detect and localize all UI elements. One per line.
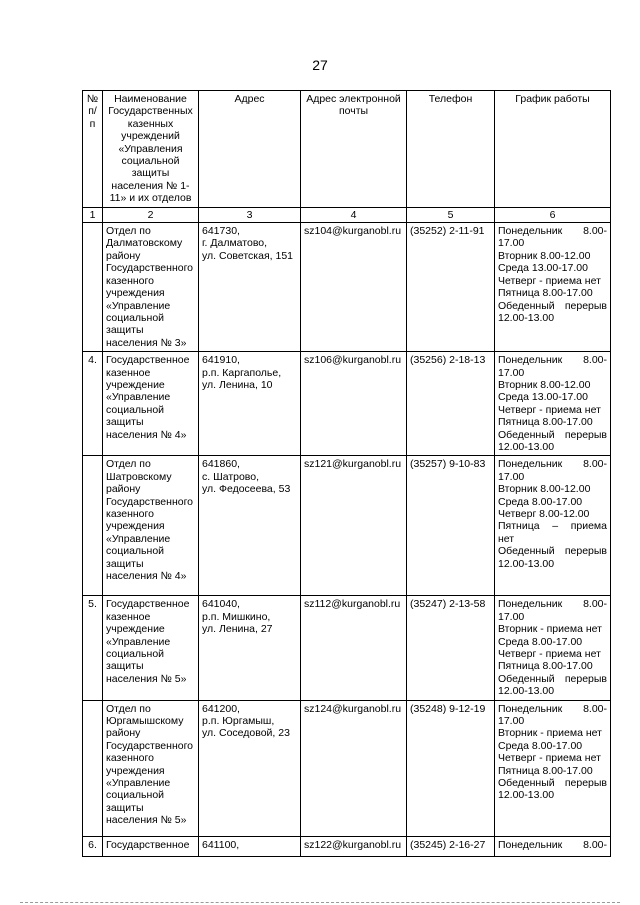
header-email: Адрес электронной почты — [301, 91, 407, 208]
row-index: 6. — [83, 836, 103, 856]
institution-email: sz106@kurganobl.ru — [301, 352, 407, 456]
work-schedule — [495, 352, 611, 456]
schedule-lunch-line: Обеденный перерыв — [498, 545, 607, 558]
column-number: 1 — [83, 207, 103, 222]
schedule-lunch-time: 12.00-13.00 — [498, 440, 555, 453]
row-index — [83, 223, 103, 352]
schedule-lunch-line: Обеденный перерыв — [498, 777, 607, 790]
work-schedule — [495, 596, 611, 700]
schedule-monday-line: Понедельник 8.00- — [498, 458, 607, 471]
institution-address: 641910, р.п. Каргаполье, ул. Ленина, 10 — [199, 352, 301, 456]
page-bottom-rule — [20, 902, 620, 903]
schedule-friday-line: Пятница – приема — [498, 520, 607, 533]
institution-phone: (35252) 2-11-91 — [407, 223, 495, 352]
column-number: 2 — [103, 207, 199, 222]
header-schedule: График работы — [495, 91, 611, 208]
table-row — [83, 352, 611, 456]
institution-email: sz104@kurganobl.ru — [301, 223, 407, 352]
header-phone: Телефон — [407, 91, 495, 208]
institution-email: sz112@kurganobl.ru — [301, 596, 407, 700]
institution-phone: (35256) 2-18-13 — [407, 352, 495, 456]
schedule-monday-line: Понедельник 8.00- — [498, 702, 607, 715]
schedule-lunch-time: 12.00-13.00 — [498, 557, 555, 570]
column-number: 5 — [407, 207, 495, 222]
table-row — [83, 456, 611, 596]
schedule-days: 17.00 Вторник - приема нет Среда 8.00-17.00 Четверг - приема нет Пятница 8.00-17.00 — [498, 715, 602, 777]
institution-phone: (35245) 2-16-27 — [407, 836, 495, 856]
table-row — [83, 223, 611, 352]
schedule-monday-line: Понедельник 8.00- — [498, 225, 607, 238]
institution-phone: (35257) 9-10-83 — [407, 456, 495, 596]
header-num: № п/п — [83, 91, 103, 208]
schedule-lunch-line: Обеденный перерыв — [498, 299, 607, 312]
schedule-days: 17.00 Вторник 8.00-12.00 Среда 13.00-17.00 Четверг - приема нет Пятница 8.00-17.00 — [498, 366, 601, 429]
row-index — [83, 456, 103, 596]
schedule-monday-line: Понедельник 8.00- — [498, 838, 607, 851]
work-schedule — [495, 223, 611, 352]
schedule-lunch-time: 12.00-13.00 — [498, 311, 555, 324]
table-header-row — [83, 91, 611, 208]
work-schedule — [495, 456, 611, 596]
work-schedule — [495, 700, 611, 836]
work-schedule — [495, 836, 611, 856]
institution-address: 641100, — [199, 836, 301, 856]
column-number: 4 — [301, 207, 407, 222]
institution-name: Государственное казенное учреждение «Управление социальной защиты населения № 4» — [103, 352, 199, 456]
institution-email: sz121@kurganobl.ru — [301, 456, 407, 596]
page-number: 27 — [312, 57, 328, 73]
institution-name: Государственное — [103, 836, 199, 856]
schedule-monday-line: Понедельник 8.00- — [498, 598, 607, 611]
schedule-friday-tail: нет — [498, 532, 515, 545]
row-index: 4. — [83, 352, 103, 456]
institution-name: Государственное казенное учреждение «Управление социальной защиты населения № 5» — [103, 596, 199, 700]
institution-address: 641730, г. Далматово, ул. Советская, 151 — [199, 223, 301, 352]
institution-address: 641040, р.п. Мишкино, ул. Ленина, 27 — [199, 596, 301, 700]
institution-email: sz122@kurganobl.ru — [301, 836, 407, 856]
schedule-lunch-line: Обеденный перерыв — [498, 428, 607, 441]
institution-name: Отдел по Шатровскому району Государственного казенного учреждения «Управление социальной защиты населения № 4» — [103, 456, 199, 596]
row-index: 5. — [83, 596, 103, 700]
schedule-days: 17.00 Вторник 8.00-12.00 Среда 13.00-17.00 Четверг - приема нет Пятница 8.00-17.00 — [498, 237, 601, 300]
column-number: 6 — [495, 207, 611, 222]
row-index — [83, 700, 103, 836]
institutions-table — [82, 90, 611, 857]
column-number: 3 — [199, 207, 301, 222]
column-number-row — [83, 207, 611, 222]
schedule-days: 17.00 Вторник - приема нет Среда 8.00-17.00 Четверг - приема нет Пятница 8.00-17.00 — [498, 610, 602, 673]
institution-address: 641860, с. Шатрово, ул. Федосеева, 53 — [199, 456, 301, 596]
schedule-lunch-line: Обеденный перерыв — [498, 672, 607, 685]
institution-email: sz124@kurganobl.ru — [301, 700, 407, 836]
institution-address: 641200, р.п. Юргамыш, ул. Соседовой, 23 — [199, 700, 301, 836]
schedule-monday-line: Понедельник 8.00- — [498, 354, 607, 367]
header-name: Наименование Государственных казенных учреждений «Управления социальной защиты населения № 1- 11» и их отделов — [103, 91, 199, 208]
schedule-days: 17.00 Вторник 8.00-12.00 Среда 8.00-17.00 Четверг 8.00-12.00 — [498, 470, 591, 520]
table-row — [83, 596, 611, 700]
table-row — [83, 700, 611, 836]
schedule-lunch-time: 12.00-13.00 — [498, 789, 555, 802]
institution-name: Отдел по Далматовскому району Государственного казенного учреждения «Управление социальной защиты населения № 3» — [103, 223, 199, 352]
header-address: Адрес — [199, 91, 301, 208]
institution-name: Отдел по Юргамышскому району Государственного казенного учреждения «Управление социальной защиты населения № 5» — [103, 700, 199, 836]
table-row — [83, 836, 611, 856]
institution-phone: (35247) 2-13-58 — [407, 596, 495, 700]
institution-phone: (35248) 9-12-19 — [407, 700, 495, 836]
schedule-lunch-time: 12.00-13.00 — [498, 685, 555, 698]
